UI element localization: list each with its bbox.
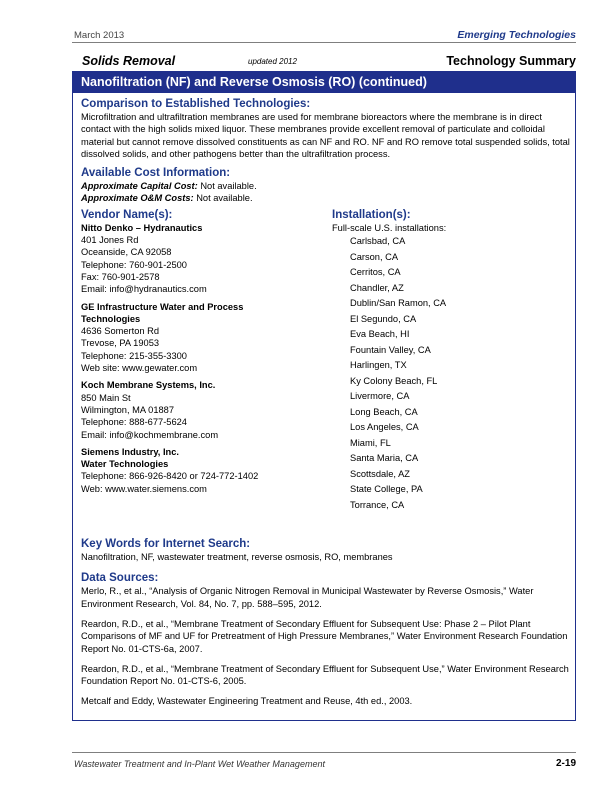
installations-intro: Full-scale U.S. installations:	[332, 222, 447, 233]
section-category: Solids Removal	[82, 54, 176, 68]
installation-item: Ky Colony Beach, FL	[350, 375, 438, 386]
vendor-line: Email: info@kochmembrane.com	[81, 429, 219, 440]
vendor-subname: Water Technologies	[81, 459, 169, 470]
installations-column	[332, 208, 571, 513]
vendor-line: Fax: 760-901-2578	[81, 271, 160, 282]
vendor	[81, 379, 332, 440]
installations-heading: Installation(s):	[332, 208, 411, 221]
vendor-name: Siemens Industry, Inc.	[81, 446, 179, 457]
om-cost	[81, 192, 571, 204]
title-banner	[72, 71, 576, 93]
source-item: Reardon, R.D., et al., “Membrane Treatment of Secondary Effluent for Subsequent Use,” Water Environment Research Foundation Report No. 01-CTS-6, 2005.	[81, 663, 569, 687]
vendor-line: Web site: www.gewater.com	[81, 363, 198, 374]
source-item: Reardon, R.D., et al., “Membrane Treatment of Secondary Effluent for Subsequent Use: Phase 2 – Pilot Plant Comparisons of MF and UF for Pretreatment of High Pressure Membranes,” Water Environment Research Foundation Report No. 01-CTS-6a, 2007.	[81, 618, 568, 654]
installation-item: Chandler, AZ	[350, 282, 404, 293]
section-summary: Technology Summary	[446, 54, 576, 68]
vendor-line: Wilmington, MA 01887	[81, 404, 175, 415]
capital-cost-label: Approximate Capital Cost:	[81, 181, 198, 192]
installation-item: Livermore, CA	[350, 391, 410, 402]
vendor	[81, 301, 271, 375]
vendor-line: Telephone: 760-901-2500	[81, 259, 187, 270]
page-number: 2-19	[555, 758, 576, 769]
installation-item: Harlingen, TX	[350, 360, 407, 371]
vendor-line: Web: www.water.siemens.com	[81, 483, 207, 494]
installation-item: Santa Maria, CA	[350, 453, 419, 464]
content	[81, 97, 571, 708]
installation-item: Fountain Valley, CA	[350, 344, 431, 355]
footer-divider	[72, 752, 576, 753]
installation-item: Miami, FL	[350, 437, 391, 448]
vendor	[81, 222, 332, 296]
vendor-line: 4636 Somerton Rd	[81, 326, 160, 337]
installation-item: Long Beach, CA	[350, 406, 418, 417]
vendor-line: Telephone: 866-926-8420 or 724-772-1402	[81, 471, 259, 482]
vendor-line: Telephone: 888-677-5624	[81, 417, 187, 428]
capital-cost-value: Not available.	[197, 181, 257, 192]
header-divider	[72, 42, 576, 43]
comparison-text: Microfiltration and ultrafiltration membranes are used for membrane bioreactors where the membrane is in direct contact with the high solids mixed liquor. These membranes provide excellent removal of particulate and colloidal material but cannot remove dissolved constituents as can NF and RO. NF and RO remove total suspended solids, total dissolved solids, and other pathogens better than the ultrafiltration process.	[81, 112, 570, 159]
capital-cost	[81, 180, 571, 192]
section-updated: updated 2012	[248, 57, 297, 66]
sources-heading: Data Sources:	[81, 572, 159, 585]
header-date: March 2013	[74, 30, 125, 41]
two-column-section	[81, 208, 571, 513]
keywords-text: Nanofiltration, NF, wastewater treatment, reverse osmosis, RO, membranes	[81, 552, 393, 563]
footer-title: Wastewater Treatment and In-Plant Wet Weather Management	[74, 759, 325, 769]
banner-title: Nanofiltration (NF) and Reverse Osmosis (RO) (continued)	[81, 75, 427, 89]
vendor-name: GE Infrastructure Water and Process Technologies	[81, 301, 244, 324]
installation-item: State College, PA	[350, 484, 423, 495]
section-row	[82, 54, 576, 68]
installation-item: Cerritos, CA	[350, 267, 401, 278]
vendor-name: Koch Membrane Systems, Inc.	[81, 380, 216, 391]
vendor-line: 850 Main St	[81, 392, 131, 403]
vendor-line: Trevose, PA 19053	[81, 338, 160, 349]
installation-item: Scottsdale, AZ	[350, 468, 410, 479]
vendor-line: Oceanside, CA 92058	[81, 247, 172, 258]
installation-item: Los Angeles, CA	[350, 422, 419, 433]
vendor-line: 401 Jones Rd	[81, 235, 139, 246]
om-cost-value: Not available.	[193, 193, 253, 204]
installations-list	[332, 234, 571, 513]
source-item: Merlo, R., et al., “Analysis of Organic Nitrogen Removal in Municipal Wastewater by Reverse Osmosis,” Water Environment Research, Vol. 84, No. 7, pp. 588–595, 2012.	[81, 586, 534, 609]
installation-item: Torrance, CA	[350, 499, 405, 510]
header-series: Emerging Technologies	[457, 29, 576, 41]
installation-item: Eva Beach, HI	[350, 329, 410, 340]
vendors-column	[81, 208, 332, 513]
cost-heading: Available Cost Information:	[81, 167, 231, 180]
vendor-line: Telephone: 215-355-3300	[81, 350, 187, 361]
installation-item: El Segundo, CA	[350, 313, 417, 324]
vendor-name: Nitto Denko – Hydranautics	[81, 222, 203, 233]
installation-item: Carson, CA	[350, 251, 399, 262]
keywords-heading: Key Words for Internet Search:	[81, 538, 251, 551]
vendors-heading: Vendor Name(s):	[81, 208, 173, 221]
vendor-line: Email: info@hydranautics.com	[81, 284, 207, 295]
comparison-heading: Comparison to Established Technologies:	[81, 98, 311, 110]
installation-item: Dublin/San Ramon, CA	[350, 298, 447, 309]
installation-item: Carlsbad, CA	[350, 236, 406, 247]
source-item: Metcalf and Eddy, Wastewater Engineering Treatment and Reuse, 4th ed., 2003.	[81, 696, 413, 707]
om-cost-label: Approximate O&M Costs:	[81, 193, 194, 204]
vendor	[81, 446, 332, 495]
